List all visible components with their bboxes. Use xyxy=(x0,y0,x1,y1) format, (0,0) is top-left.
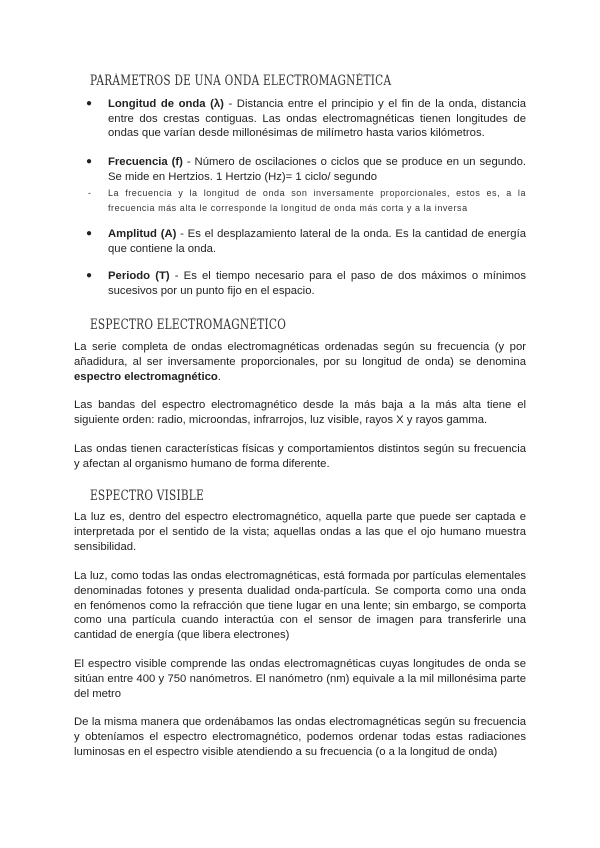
paragraph xyxy=(74,340,526,384)
list-item xyxy=(74,97,526,141)
bullet-icon: ● xyxy=(86,156,93,167)
note-text: La frecuencia y la longitud de onda son inversamente proporcionales, estos es, a la frecuencia más alta le corresponde la longitud de onda más corta y a la inversa xyxy=(108,188,526,213)
term-description: - Número de oscilaciones o ciclos que se produce en un segundo. Se mide en Hertzios. 1 Hertzio (Hz)= 1 ciclo/ segundo xyxy=(108,156,526,183)
term-description: - Es el desplazamiento lateral de la onda. Es la cantidad de energía que contiene la onda. xyxy=(108,228,527,255)
bullet-icon: ● xyxy=(86,98,93,109)
term-label: Longitud de onda (λ) xyxy=(108,98,224,110)
paragraph: La luz es, dentro del espectro electromagnético, aquella parte que puede ser captada e interpretada por el sentido de la vista; aquellas ondas a las que el ojo humano muestra sensibilidad. xyxy=(74,511,526,553)
list-item xyxy=(74,155,526,184)
list-item xyxy=(74,227,526,256)
frequency-note xyxy=(88,186,526,215)
section-heading-espectro-electromagnetico: ESPECTRO ELECTROMAGNÉTICO xyxy=(90,317,287,333)
paragraph: De la misma manera que ordenábamos las ondas electromagnéticas según su frecuencia y obteníamos el espectro electromagnético, podemos ordenar todas estas radiaciones luminosas en el espectro visible atendiendo a su frecuencia (o a la longitud de onda) xyxy=(74,716,526,758)
bullet-icon: ● xyxy=(86,228,93,239)
paragraph-end: . xyxy=(217,370,221,383)
parameter-list xyxy=(74,97,526,141)
paragraph-text: La serie completa de ondas electromagnéticas ordenadas según su frecuencia (y por añadidura, al ser inversamente proporcionales, por su longitud de onda) se denomina xyxy=(74,341,526,368)
dash-marker: - xyxy=(88,188,92,198)
paragraph: La luz, como todas las ondas electromagnéticas, está formada por partículas elementales denominadas fotones y presenta dualidad onda-partícula. Se comporta como una onda en fenómenos como la refracción que tiene lugar en una lente; sin embargo, se comporta como una partícula cuando interactúa con el sensor de imagen para transferirle una cantidad de energía (que libera electrones) xyxy=(74,570,526,642)
list-item xyxy=(74,269,526,298)
parameter-list xyxy=(74,227,526,256)
section-heading-espectro-visible: ESPECTRO VISIBLE xyxy=(90,488,204,504)
paragraph: El espectro visible comprende las ondas electromagnéticas cuyas longitudes de onda se sitúan entre 400 y 750 nanómetros. El nanómetro (nm) equivale a la mil millonésima parte del metro xyxy=(74,658,526,700)
bullet-icon: ● xyxy=(86,270,93,281)
paragraph: Las bandas del espectro electromagnético desde la más baja a la más alta tiene el siguiente orden: radio, microondas, infrarrojos, luz visible, rayos X y rayos gamma. xyxy=(74,399,526,426)
term-label: Periodo (T) xyxy=(108,270,170,282)
term-label: Amplitud (A) xyxy=(108,228,177,240)
bold-term: espectro electromagnético xyxy=(74,370,218,383)
term-description: - Distancia entre el principio y el fin de la onda, distancia entre dos crestas contiguas. Las ondas electromagnéticas tienen longitudes de ondas que varían desde millonésimas de milímetro hasta varios kilómetros. xyxy=(108,98,526,140)
section-heading-parametros: PARÁMETROS DE UNA ONDA ELECTROMAGNÉTICA xyxy=(90,73,392,89)
term-description: - Es el tiempo necesario para el paso de dos máximos o mínimos sucesivos por un punto fijo en el espacio. xyxy=(108,270,526,297)
parameter-list xyxy=(74,269,526,298)
term-label: Frecuencia (f) xyxy=(108,156,183,168)
paragraph: Las ondas tienen características físicas y comportamientos distintos según su frecuencia y afectan al organismo humano de forma diferente. xyxy=(74,443,526,470)
parameter-list xyxy=(74,155,526,184)
